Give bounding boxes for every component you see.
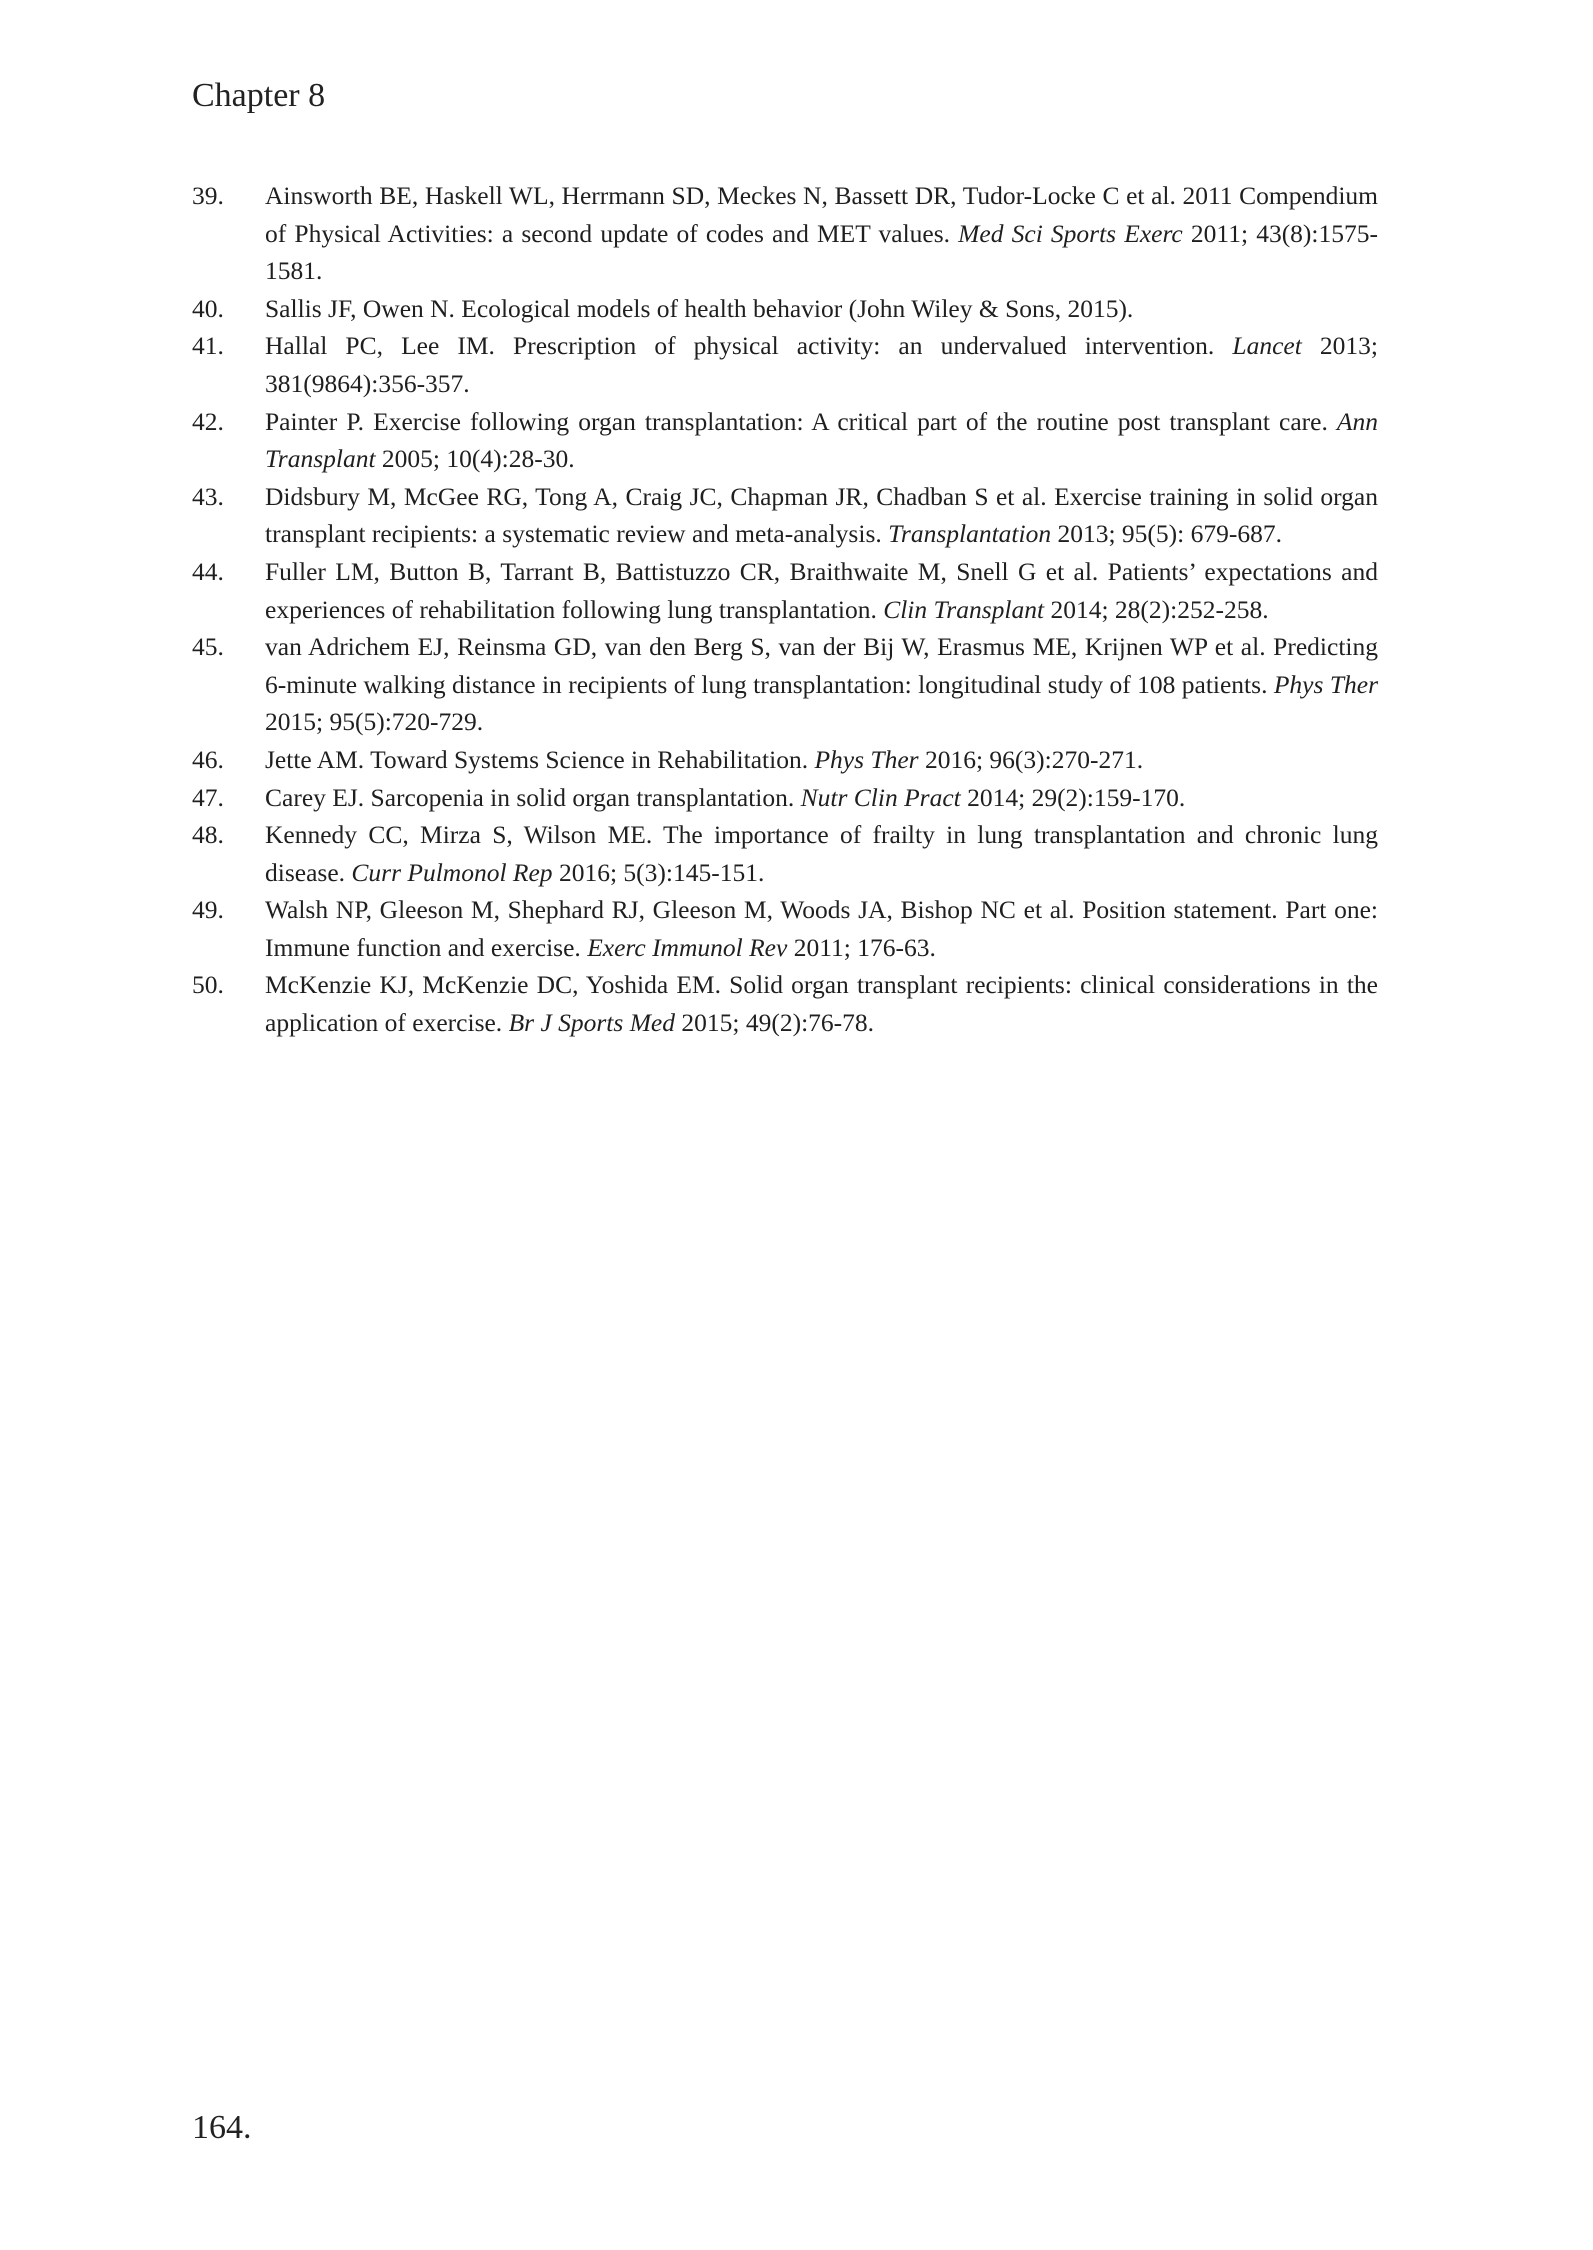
reference-journal: Transplantation <box>888 519 1052 549</box>
reference-journal: Curr Pulmonol Rep <box>351 857 553 887</box>
reference-body: van Adrichem EJ, Reinsma GD, van den Berg S, van der Bij W, Erasmus ME, Krijnen WP et al. Predicting 6-minute walking distance in recipients of lung transplantation: longitudinal study of 108 patients. <box>265 632 1378 699</box>
reference-number: 50. <box>192 970 224 1000</box>
reference-number: 48. <box>192 820 224 850</box>
reference-details: 2014; 28(2):252-258. <box>1044 594 1269 624</box>
running-head-chapter: Chapter 8 <box>192 77 326 114</box>
reference-journal: Ann Transplant <box>265 406 1378 474</box>
reference-text <box>265 820 1378 887</box>
reference-number: 47. <box>192 782 224 812</box>
reference-body: Sallis JF, Owen N. Ecological models of health behavior (John Wiley & Sons, 2015). <box>265 293 1134 323</box>
reference-item <box>192 779 1378 817</box>
reference-item <box>192 891 1378 966</box>
reference-body: Walsh NP, Gleeson M, Shephard RJ, Gleeson M, Woods JA, Bishop NC et al. Position statement. Part one: Immune function and exercise. <box>265 895 1378 962</box>
reference-number: 41. <box>192 331 224 361</box>
reference-body: Kennedy CC, Mirza S, Wilson ME. The importance of frailty in lung transplantation and chronic lung disease. <box>265 820 1378 887</box>
reference-body: Fuller LM, Button B, Tarrant B, Battistuzzo CR, Braithwaite M, Snell G et al. Patients’ expectations and experiences of rehabilitation following lung transplantation. <box>265 556 1378 624</box>
reference-text <box>265 407 1378 474</box>
reference-number: 44. <box>192 556 224 586</box>
reference-item <box>192 816 1378 891</box>
reference-number: 43. <box>192 481 224 511</box>
reference-journal: Exerc Immunol Rev <box>587 932 788 962</box>
reference-journal: Lancet <box>1232 331 1302 361</box>
page-number: 164. <box>192 2109 252 2146</box>
reference-number: 42. <box>192 406 224 436</box>
reference-details: 2005; 10(4):28-30. <box>375 444 575 474</box>
reference-item <box>192 741 1378 779</box>
reference-text <box>265 294 1133 323</box>
reference-body: Ainsworth BE, Haskell WL, Herrmann SD, Meckes N, Bassett DR, Tudor-Locke C et al. 2011 Compendium of Physical Activities: a second update of codes and MET values. <box>265 181 1378 248</box>
reference-details: 2015; 49(2):76-78. <box>675 1008 875 1038</box>
reference-text <box>265 482 1378 549</box>
reference-number: 45. <box>192 632 224 662</box>
reference-number: 49. <box>192 895 224 925</box>
reference-body: Hallal PC, Lee IM. Prescription of physical activity: an undervalued intervention. <box>265 331 1233 361</box>
reference-body: McKenzie KJ, McKenzie DC, Yoshida EM. Solid organ transplant recipients: clinical considerations in the application of exercise. <box>265 970 1378 1038</box>
reference-details: 2015; 95(5):720-729. <box>265 707 484 737</box>
reference-details: 2011; 43(8):1575-1581. <box>265 218 1379 286</box>
reference-body: Carey EJ. Sarcopenia in solid organ transplantation. <box>265 782 801 812</box>
reference-item <box>192 290 1378 328</box>
reference-text <box>265 632 1378 736</box>
reference-journal: Clin Transplant <box>883 594 1045 624</box>
reference-text <box>265 557 1378 624</box>
reference-journal: Br J Sports Med <box>508 1008 675 1038</box>
reference-item <box>192 628 1378 741</box>
reference-item <box>192 478 1378 553</box>
reference-text <box>265 331 1378 398</box>
reference-details: 2016; 5(3):145-151. <box>552 857 765 887</box>
reference-journal: Phys Ther <box>1273 669 1379 699</box>
reference-text <box>265 745 1143 774</box>
reference-text <box>265 970 1378 1037</box>
reference-text <box>265 783 1185 812</box>
reference-text <box>265 181 1378 285</box>
reference-item <box>192 966 1378 1041</box>
reference-item <box>192 177 1378 290</box>
reference-journal: Med Sci Sports Exerc <box>958 218 1183 248</box>
reference-text <box>265 895 1378 962</box>
reference-journal: Phys Ther <box>814 744 919 774</box>
reference-details: 2016; 96(3):270-271. <box>918 744 1144 774</box>
reference-number: 46. <box>192 744 224 774</box>
reference-item <box>192 327 1378 402</box>
reference-details: 2011; 176-63. <box>787 932 936 962</box>
reference-body: Painter P. Exercise following organ transplantation: A critical part of the routine post transplant care. <box>265 406 1337 436</box>
reference-body: Didsbury M, McGee RG, Tong A, Craig JC, Chapman JR, Chadban S et al. Exercise training in solid organ transplant recipients: a systematic review and meta-analysis. <box>265 481 1378 549</box>
reference-details: 2014; 29(2):159-170. <box>960 782 1186 812</box>
reference-details: 2013; 381(9864):356-357. <box>265 331 1378 398</box>
reference-item <box>192 403 1378 478</box>
reference-list <box>192 177 1378 1042</box>
reference-number: 40. <box>192 293 224 323</box>
reference-journal: Nutr Clin Pract <box>800 782 961 812</box>
reference-item <box>192 553 1378 628</box>
reference-number: 39. <box>192 181 224 210</box>
reference-body: Jette AM. Toward Systems Science in Rehabilitation. <box>265 744 815 774</box>
reference-details: 2013; 95(5): 679-687. <box>1051 519 1282 549</box>
